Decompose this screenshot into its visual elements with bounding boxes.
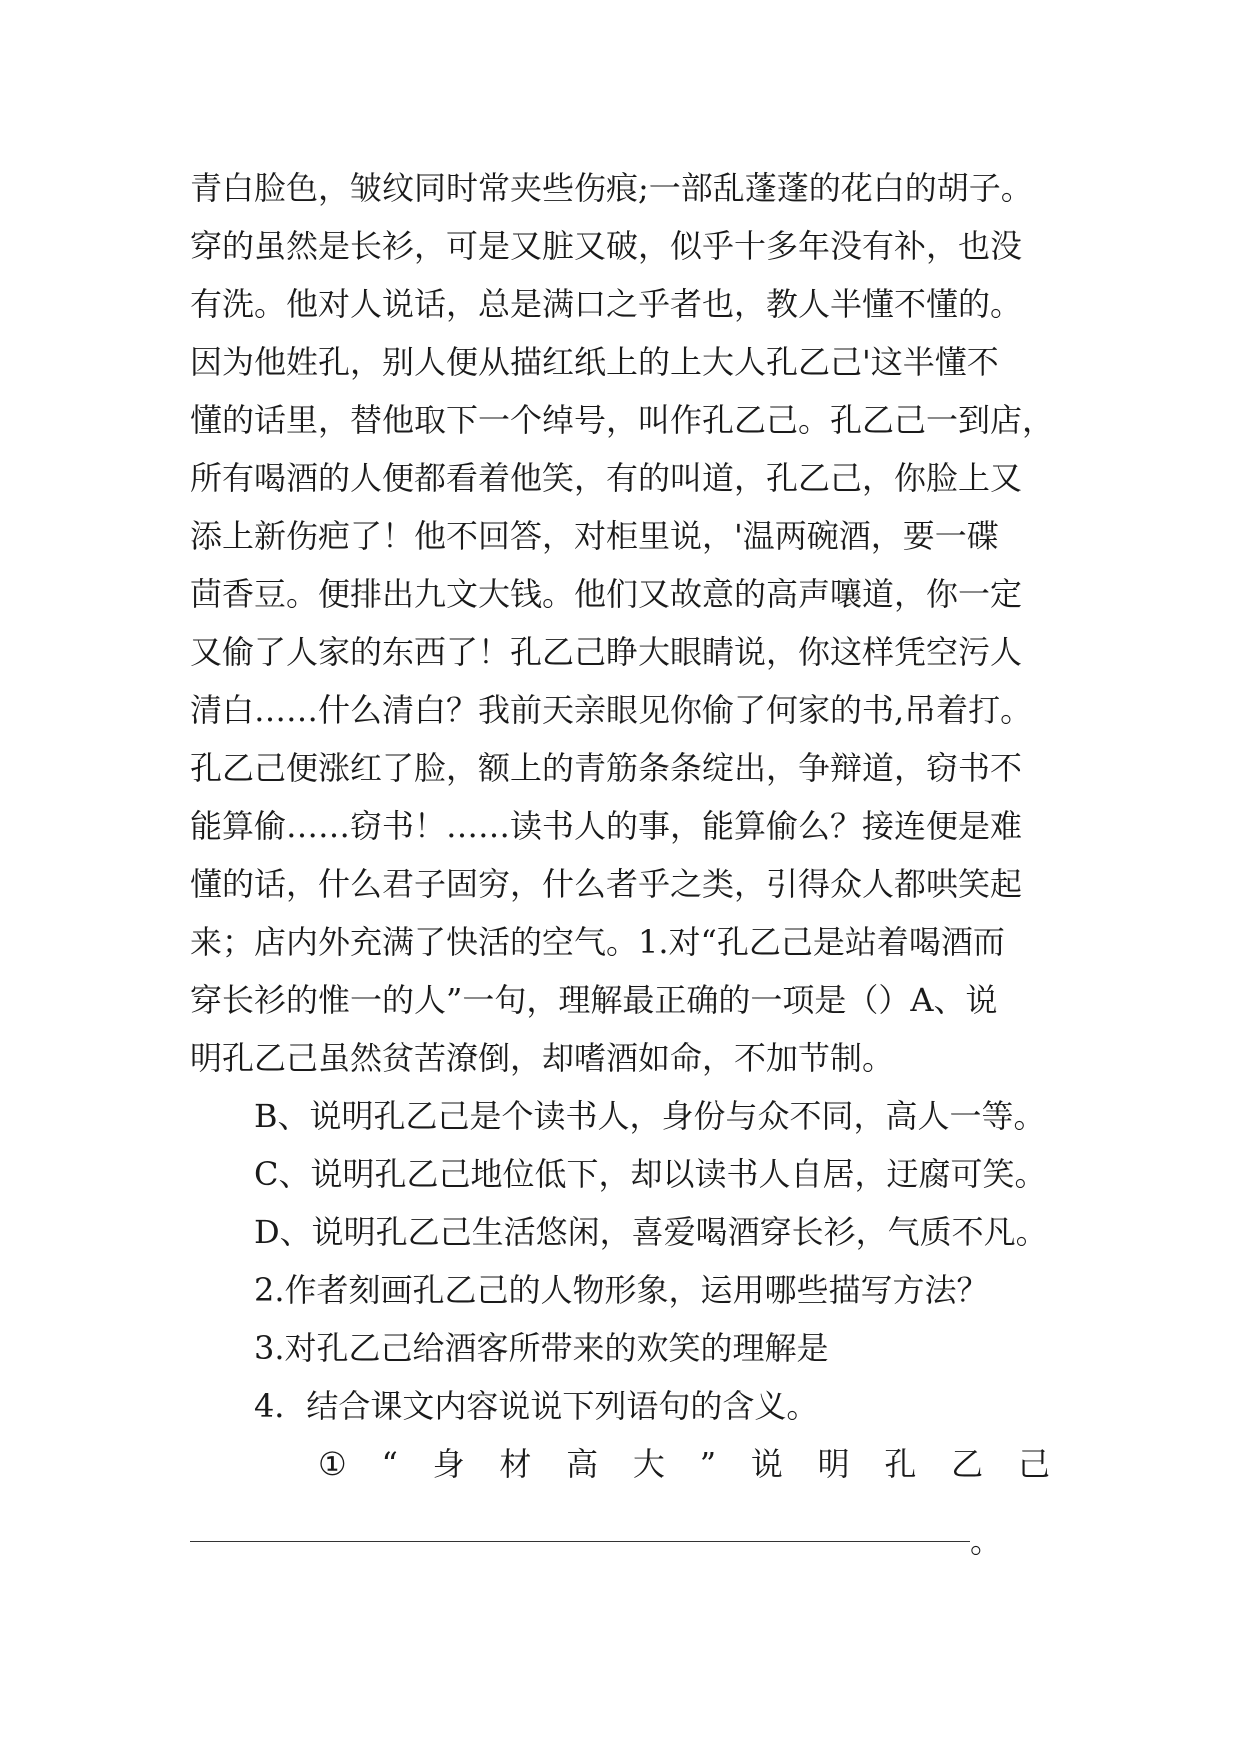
- questions: [190, 1261, 1050, 1435]
- passage-line: 青白脸色，皱纹同时常夹些伤痕;一部乱蓬蓬的花白的胡子。: [190, 169, 1033, 207]
- passage: [190, 159, 1055, 1087]
- passage-line: 懂的话里，替他取下一个绰号，叫作孔乙己。孔乙己一到店，: [190, 401, 1055, 439]
- passage-line: 能算偷……窃书！……读书人的事，能算偷么？接连便是难: [190, 807, 1023, 845]
- question-line: 3.对孔乙己给酒客所带来的欢笑的理解是: [254, 1329, 829, 1367]
- passage-line: 来；店内外充满了快活的空气。1.对“孔乙己是站着喝酒而: [190, 923, 1005, 961]
- subquestion-char: 材: [499, 1445, 532, 1483]
- subquestion-char: 孔: [884, 1445, 917, 1483]
- subquestion-char: 高: [566, 1445, 599, 1483]
- passage-line: 穿长衫的惟一的人”一句，理解最正确的一项是（）A、说: [190, 981, 998, 1019]
- subquestion-char: 明: [817, 1445, 850, 1483]
- passage-line: 又偷了人家的东西了！孔乙己睁大眼睛说，你这样凭空污人: [190, 633, 1023, 671]
- subquestion-char: 大: [632, 1445, 665, 1483]
- subquestion-char: ①: [318, 1445, 347, 1483]
- passage-line: 清白……什么清白？我前天亲眼见你偷了何家的书,吊着打。: [190, 691, 1033, 729]
- question-line: 2.作者刻画孔乙己的人物形象，运用哪些描写方法？: [254, 1271, 989, 1309]
- answer-option: C、说明孔乙己地位低下，却以读书人自居，迂腐可笑。: [254, 1155, 1047, 1193]
- answer-options: [190, 1087, 1050, 1261]
- subquestion-char: 己: [1017, 1445, 1050, 1483]
- passage-line: 茴香豆。便排出九文大钱。他们又故意的高声嚷道，你一定: [190, 575, 1023, 613]
- answer-option: B、说明孔乙己是个读书人，身份与众不同，高人一等。: [254, 1097, 1046, 1135]
- subquestion-line: [190, 1435, 1050, 1493]
- question-line: 4．结合课文内容说说下列语句的含义。: [254, 1387, 819, 1425]
- subquestion-char: “: [381, 1445, 398, 1483]
- passage-line: 所有喝酒的人便都看着他笑，有的叫道，孔乙己，你脸上又: [190, 459, 1023, 497]
- answer-option: D、说明孔乙己生活悠闲，喜爱喝酒穿长衫，气质不凡。: [254, 1213, 1048, 1251]
- passage-line: 因为他姓孔，别人便从描红纸上的上大人孔乙己'这半懂不: [190, 343, 999, 381]
- subquestion-char: ”: [699, 1445, 717, 1483]
- exam-text: [190, 159, 1055, 1493]
- passage-line: 明孔乙己虽然贫苦潦倒，却嗜酒如命，不加节制。: [190, 1039, 895, 1077]
- answer-blank-line: [190, 1541, 970, 1542]
- subquestion-char: 身: [432, 1445, 465, 1483]
- passage-line: 添上新伤疤了！他不回答，对柜里说，'温两碗酒，要一碟: [190, 517, 999, 555]
- passage-line: 穿的虽然是长衫，可是又脏又破，似乎十多年没有补，也没: [190, 227, 1023, 265]
- subquestion-char: 说: [750, 1445, 783, 1483]
- passage-line: 孔乙己便涨红了脸，额上的青筋条条绽出，争辩道，窃书不: [190, 749, 1023, 787]
- passage-line: 懂的话，什么君子固穷，什么者乎之类，引得众人都哄笑起: [190, 865, 1023, 903]
- subquestion-char: 乙: [951, 1445, 984, 1483]
- blank-end-mark: 。: [970, 1522, 1003, 1560]
- passage-line: 有洗。他对人说话，总是满口之乎者也，教人半懂不懂的。: [190, 285, 1023, 323]
